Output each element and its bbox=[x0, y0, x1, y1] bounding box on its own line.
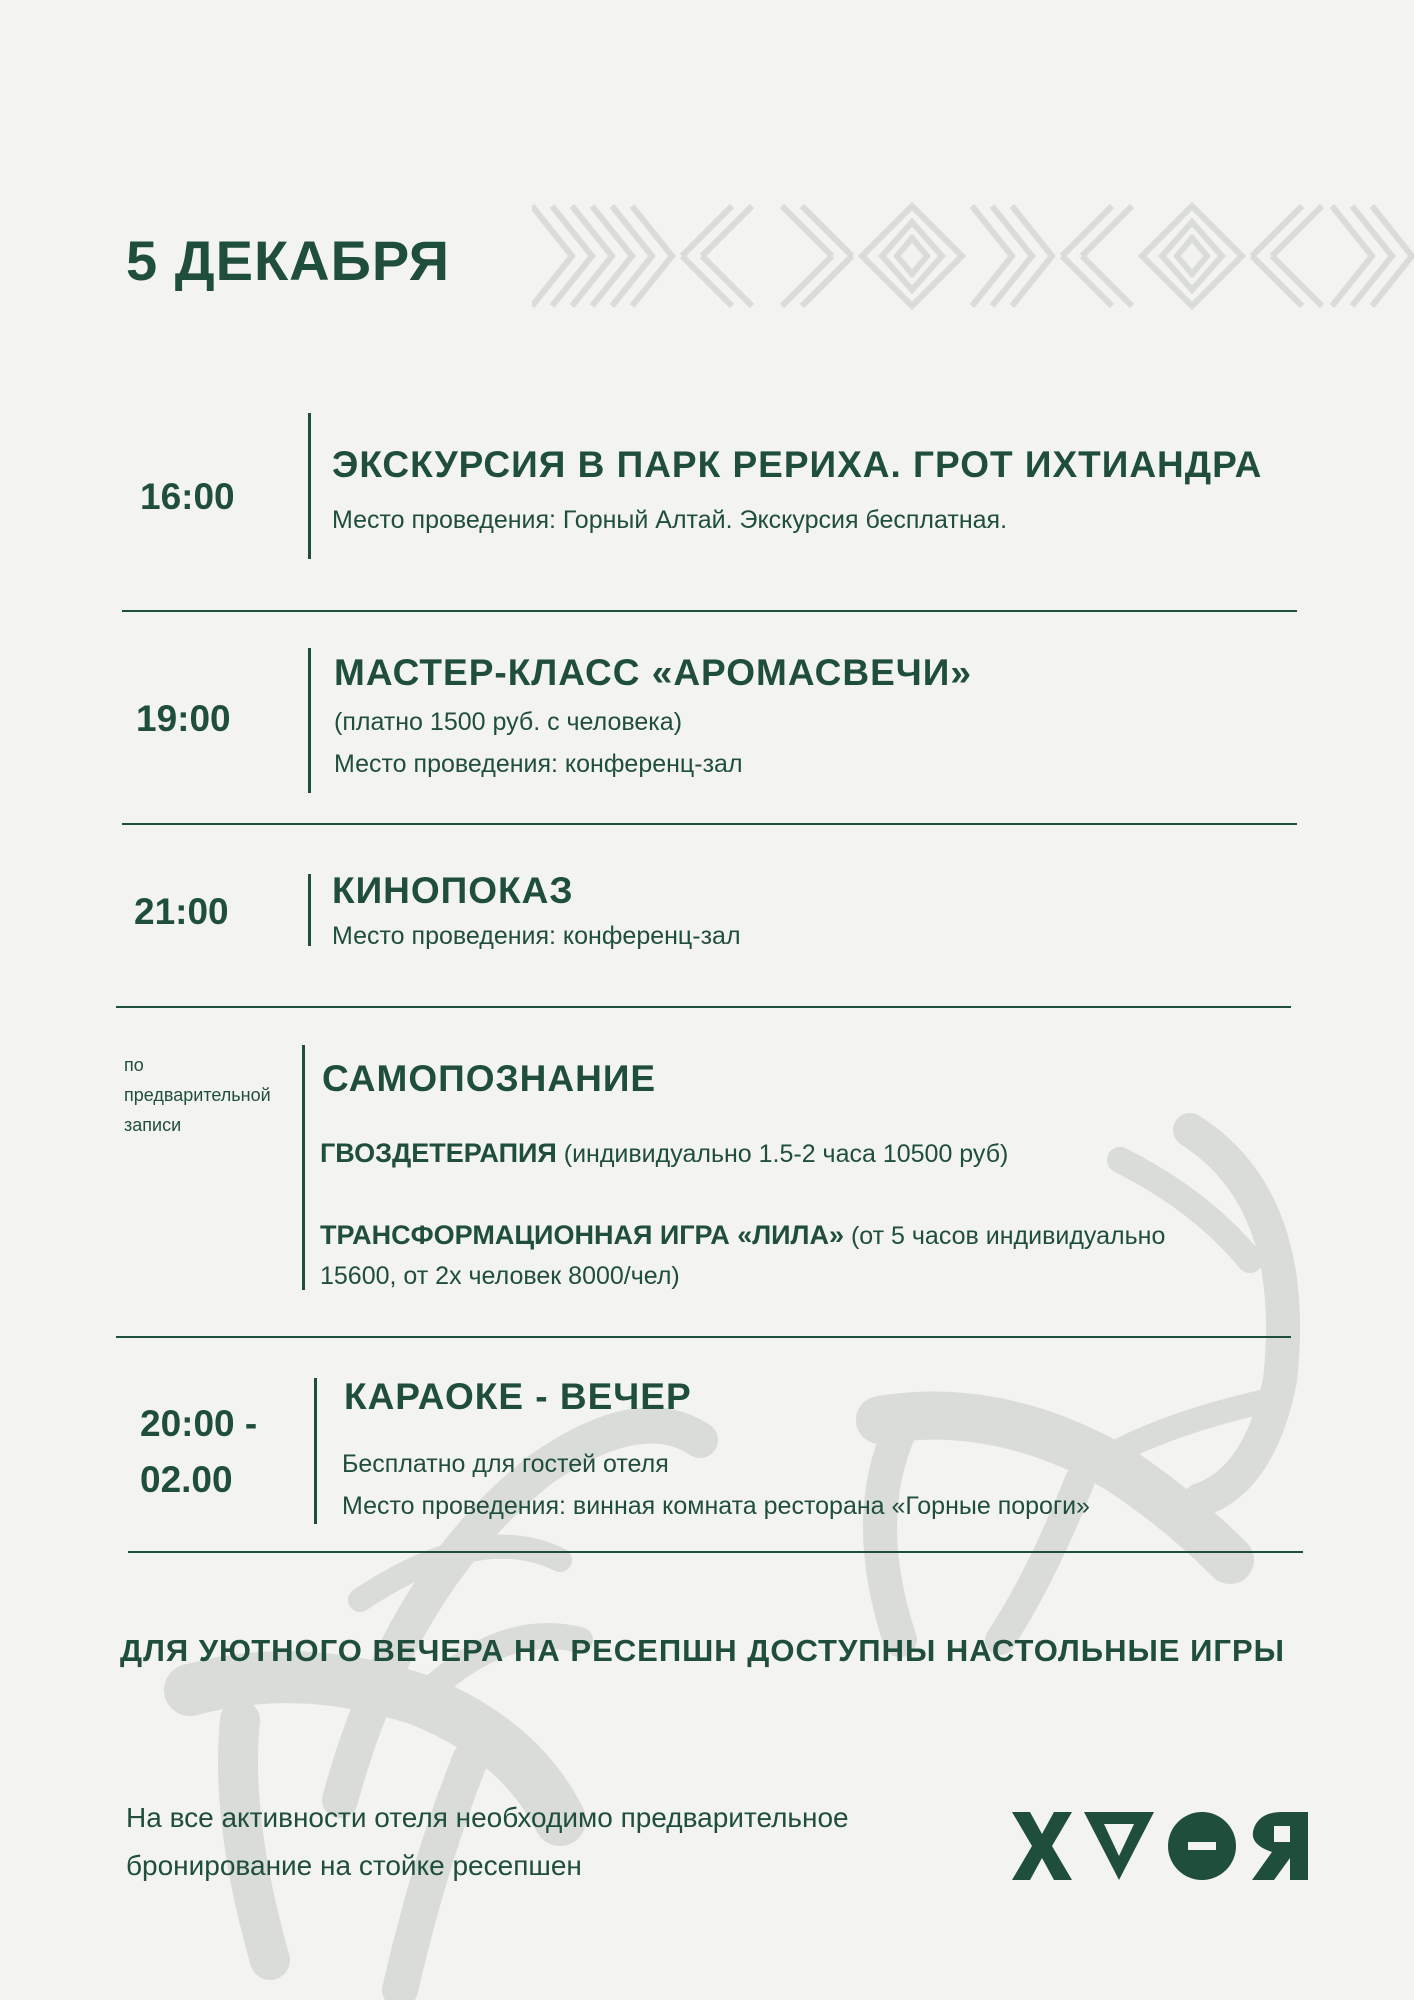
divider-horizontal bbox=[122, 610, 1297, 612]
event-detail: Место проведения: Горный Алтай. Экскурсия бесплатная. bbox=[332, 506, 1008, 534]
event-time: 19:00 bbox=[136, 698, 231, 739]
event-time: 21:00 bbox=[134, 891, 229, 932]
service-detail: (от 5 часов индивидуально bbox=[850, 1222, 1166, 1250]
event-title: ЭКСКУРСИЯ В ПАРК РЕРИХА. ГРОТ ИХТИАНДРА bbox=[332, 444, 1263, 485]
divider-horizontal bbox=[122, 823, 1297, 825]
ornament-pattern bbox=[532, 198, 1414, 314]
booking-note-line: по bbox=[124, 1055, 144, 1075]
booking-notice-line: На все активности отеля необходимо предварительное bbox=[126, 1802, 849, 1833]
service-line bbox=[320, 1138, 1008, 1169]
event-title: МАСТЕР-КЛАСС «АРОМАСВЕЧИ» bbox=[334, 652, 972, 693]
event-detail: Место проведения: винная комната ресторана «Горные пороги» bbox=[342, 1492, 1090, 1520]
service-name: ТРАНСФОРМАЦИОННАЯ ИГРА «ЛИЛА» bbox=[320, 1220, 845, 1250]
service-detail: 15600, от 2х человек 8000/чел) bbox=[320, 1262, 680, 1290]
divider-horizontal bbox=[116, 1336, 1291, 1338]
page-title: 5 ДЕКАБРЯ bbox=[126, 229, 451, 292]
hotel-logo bbox=[1012, 1812, 1308, 1880]
service-name: ГВОЗДЕТЕРАПИЯ bbox=[320, 1138, 557, 1168]
booking-notice-line: бронирование на стойке ресепшен bbox=[126, 1850, 582, 1881]
divider-vertical bbox=[302, 1045, 305, 1290]
event-detail: Бесплатно для гостей отеля bbox=[342, 1450, 669, 1478]
event-time: 16:00 bbox=[140, 476, 235, 517]
event-time-range bbox=[140, 1396, 257, 1508]
event-detail: (платно 1500 руб. с человека) bbox=[334, 708, 683, 736]
event-time: 02.00 bbox=[140, 1459, 233, 1500]
booking-notice bbox=[126, 1794, 849, 1890]
divider-vertical bbox=[308, 648, 311, 793]
divider-vertical bbox=[308, 413, 311, 559]
event-title: КАРАОКЕ - ВЕЧЕР bbox=[344, 1376, 692, 1417]
board-games-banner: ДЛЯ УЮТНОГО ВЕЧЕРА НА РЕСЕПШН ДОСТУПНЫ НАСТОЛЬНЫЕ ИГРЫ bbox=[120, 1633, 1285, 1668]
divider-horizontal bbox=[128, 1551, 1303, 1553]
booking-note-line: записи bbox=[124, 1115, 182, 1135]
event-time: 20:00 - bbox=[140, 1403, 258, 1444]
divider-horizontal bbox=[116, 1006, 1291, 1008]
event-detail: Место проведения: конференц-зал bbox=[334, 750, 743, 778]
event-title: КИНОПОКАЗ bbox=[332, 870, 574, 911]
divider-vertical bbox=[314, 1378, 317, 1524]
service-line bbox=[320, 1220, 1165, 1251]
booking-note-line: предварительной bbox=[124, 1085, 271, 1105]
booking-note bbox=[124, 1050, 271, 1140]
event-detail: Место проведения: конференц-зал bbox=[332, 922, 741, 950]
divider-vertical bbox=[308, 874, 311, 946]
event-title: САМОПОЗНАНИЕ bbox=[322, 1058, 657, 1099]
service-detail: (индивидуально 1.5-2 часа 10500 руб) bbox=[563, 1140, 1009, 1168]
